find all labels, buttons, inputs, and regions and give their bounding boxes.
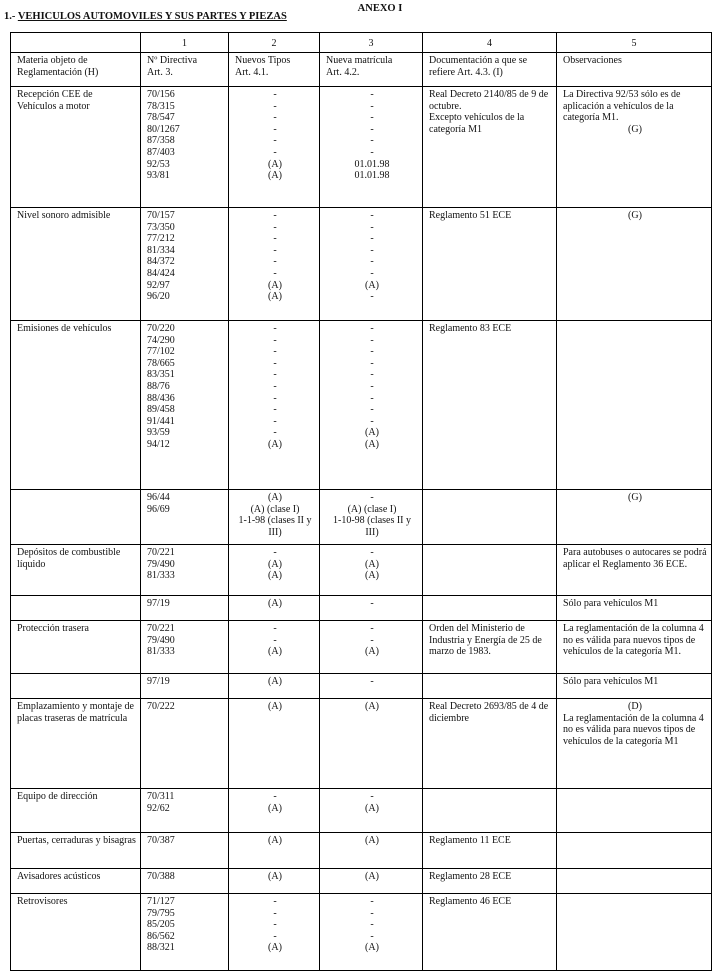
cell-line: - xyxy=(273,256,277,268)
cell-line: 80/1267 xyxy=(147,123,180,135)
cell-line: - xyxy=(273,210,277,221)
cell-line: - xyxy=(273,392,277,404)
nuevos-tipos-cell xyxy=(229,833,320,869)
cell-line: - xyxy=(370,492,374,503)
observaciones-cell xyxy=(557,833,712,869)
cell-line: - xyxy=(370,112,374,124)
observaciones-cell xyxy=(557,545,712,596)
annex-table xyxy=(10,32,712,971)
nuevos-tipos-cell xyxy=(229,490,320,545)
cell-line: 87/358 xyxy=(147,135,175,147)
cell-line: - xyxy=(370,791,374,802)
cell-line: 81/334 xyxy=(147,244,175,256)
column-number-1: 1 xyxy=(141,33,229,53)
cell-line: Vehículos a motor xyxy=(17,100,90,112)
cell-line: 88/436 xyxy=(147,392,175,404)
cell-line: - xyxy=(273,334,277,346)
header-line: Art. 3. xyxy=(147,66,173,78)
table-row xyxy=(11,596,712,621)
cell-line: 1-10-98 (clases II y III) xyxy=(332,515,412,538)
documentacion-cell xyxy=(423,87,557,208)
observaciones-cell xyxy=(557,789,712,833)
cell-line: 84/372 xyxy=(147,256,175,268)
cell-line: 01.01.98 xyxy=(354,158,390,170)
cell-line: - xyxy=(370,369,374,381)
column-header-row xyxy=(11,53,712,87)
cell-line: 70/222 xyxy=(147,701,175,712)
column-number-blank xyxy=(11,33,141,53)
documentacion-cell xyxy=(423,833,557,869)
nueva-matricula-cell xyxy=(320,596,423,621)
table-row xyxy=(11,87,712,208)
cell-line: (A) xyxy=(365,570,379,582)
cell-line: - xyxy=(370,89,374,100)
cell-line: (A) (clase I) xyxy=(347,503,397,515)
cell-line: 86/562 xyxy=(147,930,175,942)
cell-line: (A) xyxy=(268,492,282,503)
table-row xyxy=(11,208,712,321)
cell-line: - xyxy=(273,634,277,646)
documentacion-cell xyxy=(423,869,557,894)
cell-line: (A) xyxy=(365,942,379,954)
documentacion-cell xyxy=(423,321,557,490)
cell-line: - xyxy=(370,267,374,279)
nueva-matricula-cell xyxy=(320,490,423,545)
materia-cell xyxy=(11,699,141,789)
cell-line: (A) xyxy=(268,871,282,882)
directiva-cell xyxy=(141,208,229,321)
cell-line: Sólo para vehículos M1 xyxy=(563,676,659,687)
cell-line: 78/547 xyxy=(147,112,175,124)
header-nueva-matricula xyxy=(320,53,423,87)
cell-line: Real Decreto 2693/85 de 4 de diciembre xyxy=(429,701,549,724)
cell-line: (A) xyxy=(365,558,379,570)
cell-line: (A) xyxy=(268,646,282,658)
cell-line: 70/221 xyxy=(147,623,175,634)
documentacion-cell xyxy=(423,621,557,674)
cell-line: Sólo para vehículos M1 xyxy=(563,598,659,609)
cell-line: - xyxy=(370,357,374,369)
cell-line: - xyxy=(273,323,277,334)
cell-line: (A) xyxy=(268,802,282,814)
cell-line: 70/388 xyxy=(147,871,175,882)
cell-line: Nivel sonoro admisible xyxy=(17,210,111,221)
cell-line: Orden del Ministerio de Industria y Energía de 25 de marzo de 1983. xyxy=(429,623,542,658)
cell-line: - xyxy=(273,907,277,919)
cell-line: - xyxy=(273,244,277,256)
materia-cell xyxy=(11,321,141,490)
cell-line: (G) xyxy=(628,210,642,221)
cell-line: 88/321 xyxy=(147,942,175,954)
cell-line: - xyxy=(273,919,277,931)
section-name: VEHICULOS AUTOMOVILES Y SUS PARTES Y PIEZAS xyxy=(17,11,287,22)
cell-line: 70/387 xyxy=(147,835,175,846)
cell-line: (A) xyxy=(365,701,379,712)
column-number-2: 2 xyxy=(229,33,320,53)
cell-line: Avisadores acústicos xyxy=(17,871,101,882)
observaciones-cell xyxy=(557,869,712,894)
column-number-3: 3 xyxy=(320,33,423,53)
cell-line: 97/19 xyxy=(147,676,170,687)
table-row xyxy=(11,699,712,789)
cell-line: - xyxy=(370,123,374,135)
table-row xyxy=(11,789,712,833)
cell-line: 89/458 xyxy=(147,404,175,416)
directiva-cell xyxy=(141,894,229,971)
observaciones-cell xyxy=(557,490,712,545)
cell-line: - xyxy=(370,291,374,303)
column-number-4: 4 xyxy=(423,33,557,53)
cell-line: 1-1-98 (clases II y III) xyxy=(238,515,312,538)
cell-line: 92/62 xyxy=(147,802,170,814)
cell-line: - xyxy=(273,112,277,124)
cell-line: - xyxy=(370,676,374,687)
cell-line: (A) xyxy=(268,942,282,954)
cell-line: 94/12 xyxy=(147,438,170,450)
cell-line: Equipo de dirección xyxy=(17,791,98,802)
cell-line: - xyxy=(273,547,277,558)
cell-line: Reglamento 28 ECE xyxy=(429,871,512,882)
nuevos-tipos-cell xyxy=(229,621,320,674)
cell-line: Protección trasera xyxy=(17,623,89,634)
cell-line: Reglamento 46 ECE xyxy=(429,896,512,907)
directiva-cell xyxy=(141,699,229,789)
cell-line: - xyxy=(370,221,374,233)
cell-line: (A) xyxy=(268,558,282,570)
cell-line: La Directiva 92/53 sólo es de aplicación a vehículos de la categoría M1. xyxy=(563,89,681,124)
observaciones-cell xyxy=(557,596,712,621)
cell-line: 70/221 xyxy=(147,547,175,558)
nuevos-tipos-cell xyxy=(229,869,320,894)
section-title xyxy=(4,11,287,22)
cell-line: 93/59 xyxy=(147,427,170,439)
directiva-cell xyxy=(141,596,229,621)
nuevos-tipos-cell xyxy=(229,674,320,699)
cell-line: 79/795 xyxy=(147,907,175,919)
nuevos-tipos-cell xyxy=(229,894,320,971)
cell-line: 92/53 xyxy=(147,158,170,170)
nueva-matricula-cell xyxy=(320,894,423,971)
cell-line: (A) xyxy=(365,427,379,439)
cell-line: 85/205 xyxy=(147,919,175,931)
materia-cell xyxy=(11,545,141,596)
cell-line: - xyxy=(273,415,277,427)
cell-line: 96/44 xyxy=(147,492,170,503)
cell-line: 78/315 xyxy=(147,100,175,112)
cell-line: - xyxy=(370,323,374,334)
cell-line: - xyxy=(273,369,277,381)
cell-line: - xyxy=(273,100,277,112)
nueva-matricula-cell xyxy=(320,208,423,321)
cell-line: 96/20 xyxy=(147,291,170,303)
header-directiva xyxy=(141,53,229,87)
cell-line: (A) xyxy=(268,701,282,712)
cell-line: 70/311 xyxy=(147,791,175,802)
cell-line: 93/81 xyxy=(147,170,170,182)
cell-line: - xyxy=(370,256,374,268)
cell-line: (A) xyxy=(268,835,282,846)
cell-line: (A) xyxy=(365,438,379,450)
cell-line: - xyxy=(273,427,277,439)
header-line: Art. 4.1. xyxy=(235,66,269,78)
cell-line: - xyxy=(273,135,277,147)
cell-line: - xyxy=(370,334,374,346)
cell-line: (A) xyxy=(365,279,379,291)
table-row xyxy=(11,621,712,674)
cell-line: (A) xyxy=(268,438,282,450)
nueva-matricula-cell xyxy=(320,789,423,833)
directiva-cell xyxy=(141,621,229,674)
cell-line: - xyxy=(370,233,374,245)
cell-line: 70/157 xyxy=(147,210,175,221)
directiva-cell xyxy=(141,674,229,699)
cell-line: - xyxy=(273,357,277,369)
cell-line: 88/76 xyxy=(147,380,170,392)
cell-line: (A) xyxy=(268,598,282,609)
observaciones-cell xyxy=(557,894,712,971)
table-row xyxy=(11,545,712,596)
cell-line: Recepción CEE de xyxy=(17,89,93,100)
header-line: refiere Art. 4.3. (I) xyxy=(429,66,503,78)
header-line: Nuevos Tipos xyxy=(235,55,291,66)
cell-line: (A) xyxy=(268,170,282,182)
section-number: 1.- xyxy=(4,11,18,22)
header-nuevos-tipos xyxy=(229,53,320,87)
cell-line: - xyxy=(273,221,277,233)
documentacion-cell xyxy=(423,699,557,789)
cell-line: (G) xyxy=(628,492,642,503)
cell-line: 70/220 xyxy=(147,323,175,334)
materia-cell xyxy=(11,869,141,894)
cell-line: (A) xyxy=(365,802,379,814)
header-line: Observaciones xyxy=(563,55,622,66)
cell-line: 81/333 xyxy=(147,646,175,658)
documentacion-cell xyxy=(423,674,557,699)
cell-line: 81/333 xyxy=(147,570,175,582)
observaciones-cell xyxy=(557,621,712,674)
cell-line: Retrovisores xyxy=(17,896,68,907)
cell-line: Emisiones de vehículos xyxy=(17,323,112,334)
materia-cell xyxy=(11,490,141,545)
table-row xyxy=(11,894,712,971)
cell-line: (A) xyxy=(365,646,379,658)
cell-line: - xyxy=(370,547,374,558)
cell-line: (D) xyxy=(628,701,642,712)
column-number-5: 5 xyxy=(557,33,712,53)
cell-line: (A) xyxy=(268,158,282,170)
cell-line: (A) xyxy=(365,871,379,882)
cell-line: Reglamento 83 ECE xyxy=(429,323,512,334)
cell-line: 77/102 xyxy=(147,346,175,358)
documentacion-cell xyxy=(423,490,557,545)
cell-line: 79/490 xyxy=(147,558,175,570)
cell-line: - xyxy=(370,623,374,634)
documentacion-cell xyxy=(423,789,557,833)
cell-line: Puertas, cerraduras y bisagras xyxy=(17,835,136,846)
cell-line: 73/350 xyxy=(147,221,175,233)
nueva-matricula-cell xyxy=(320,87,423,208)
nueva-matricula-cell xyxy=(320,833,423,869)
directiva-cell xyxy=(141,321,229,490)
cell-line: Reglamento 51 ECE xyxy=(429,210,512,221)
header-line: Reglamentación (H) xyxy=(17,66,99,78)
cell-line: 84/424 xyxy=(147,267,175,279)
nueva-matricula-cell xyxy=(320,699,423,789)
cell-line: (A) xyxy=(268,676,282,687)
materia-cell xyxy=(11,833,141,869)
nuevos-tipos-cell xyxy=(229,545,320,596)
nuevos-tipos-cell xyxy=(229,87,320,208)
cell-line: - xyxy=(273,896,277,907)
header-line: Documentación a que se xyxy=(429,55,528,66)
cell-line: - xyxy=(370,930,374,942)
cell-line: - xyxy=(273,346,277,358)
nuevos-tipos-cell xyxy=(229,321,320,490)
annex-title: ANEXO I xyxy=(357,3,403,14)
cell-line: - xyxy=(370,380,374,392)
materia-cell xyxy=(11,621,141,674)
cell-line: - xyxy=(273,380,277,392)
cell-line: - xyxy=(370,415,374,427)
table-row xyxy=(11,490,712,545)
directiva-cell xyxy=(141,545,229,596)
cell-line: La reglamentación de la columna 4 no es válida para nuevos tipos de vehículos de la categoría M1. xyxy=(563,623,704,658)
cell-line: (G) xyxy=(628,123,642,135)
cell-line: 78/665 xyxy=(147,357,175,369)
nueva-matricula-cell xyxy=(320,321,423,490)
table-row xyxy=(11,321,712,490)
cell-line: - xyxy=(370,146,374,158)
directiva-cell xyxy=(141,789,229,833)
nuevos-tipos-cell xyxy=(229,699,320,789)
cell-line: - xyxy=(370,135,374,147)
header-line: Nueva matrícula xyxy=(326,55,393,66)
cell-line: - xyxy=(370,100,374,112)
materia-cell xyxy=(11,596,141,621)
header-line: Nº Directiva xyxy=(147,55,198,66)
header-observaciones xyxy=(557,53,712,87)
directiva-cell xyxy=(141,869,229,894)
documentacion-cell xyxy=(423,894,557,971)
cell-line: Emplazamiento y montaje de placas traseras de matrícula xyxy=(17,701,134,724)
cell-line: (A) (clase I) xyxy=(250,503,300,515)
nuevos-tipos-cell xyxy=(229,596,320,621)
cell-line: - xyxy=(273,146,277,158)
column-number-row xyxy=(11,33,712,53)
materia-cell xyxy=(11,789,141,833)
cell-line: - xyxy=(273,89,277,100)
cell-line: (A) xyxy=(365,835,379,846)
cell-line: (A) xyxy=(268,291,282,303)
nuevos-tipos-cell xyxy=(229,208,320,321)
cell-line: 92/97 xyxy=(147,279,170,291)
cell-line: 79/490 xyxy=(147,634,175,646)
cell-line: Real Decreto 2140/85 de 9 de octubre. xyxy=(429,89,549,112)
cell-line: - xyxy=(273,404,277,416)
cell-line: 97/19 xyxy=(147,598,170,609)
cell-line: - xyxy=(370,210,374,221)
table-row xyxy=(11,833,712,869)
cell-line: Excepto vehículos de la categoría M1 xyxy=(429,112,525,135)
header-line: Materia objeto de xyxy=(17,55,88,66)
cell-line: - xyxy=(273,233,277,245)
cell-line: 70/156 xyxy=(147,89,175,100)
header-materia xyxy=(11,53,141,87)
cell-line: 87/403 xyxy=(147,146,175,158)
cell-line: (A) xyxy=(268,570,282,582)
cell-line: - xyxy=(370,634,374,646)
cell-line: - xyxy=(370,392,374,404)
cell-line: 91/441 xyxy=(147,415,175,427)
cell-line: 77/212 xyxy=(147,233,175,245)
materia-cell xyxy=(11,87,141,208)
materia-cell xyxy=(11,674,141,699)
nueva-matricula-cell xyxy=(320,869,423,894)
directiva-cell xyxy=(141,87,229,208)
observaciones-cell xyxy=(557,208,712,321)
observaciones-cell xyxy=(557,87,712,208)
cell-line: - xyxy=(370,919,374,931)
cell-line: - xyxy=(273,267,277,279)
nueva-matricula-cell xyxy=(320,545,423,596)
observaciones-cell xyxy=(557,674,712,699)
materia-cell xyxy=(11,208,141,321)
cell-line: - xyxy=(370,907,374,919)
cell-line: 96/69 xyxy=(147,503,170,515)
header-line: Art. 4.2. xyxy=(326,66,360,78)
cell-line: Depósitos de combustible líquido xyxy=(17,547,121,570)
observaciones-cell xyxy=(557,321,712,490)
cell-line: - xyxy=(370,598,374,609)
header-documentacion xyxy=(423,53,557,87)
materia-cell xyxy=(11,894,141,971)
observaciones-cell xyxy=(557,699,712,789)
cell-line: - xyxy=(273,623,277,634)
documentacion-cell xyxy=(423,596,557,621)
cell-line: - xyxy=(370,346,374,358)
cell-line: 01.01.98 xyxy=(354,170,390,182)
cell-line: - xyxy=(273,930,277,942)
directiva-cell xyxy=(141,833,229,869)
cell-line: Reglamento 11 ECE xyxy=(429,835,511,846)
documentacion-cell xyxy=(423,545,557,596)
cell-line: 74/290 xyxy=(147,334,175,346)
cell-line: (A) xyxy=(268,279,282,291)
cell-line: - xyxy=(370,244,374,256)
annex-rows xyxy=(11,87,712,971)
cell-line: 83/351 xyxy=(147,369,175,381)
cell-line: - xyxy=(370,404,374,416)
table-row xyxy=(11,674,712,699)
documentacion-cell xyxy=(423,208,557,321)
nueva-matricula-cell xyxy=(320,621,423,674)
cell-line: Para autobuses o autocares se podrá aplicar el Reglamento 36 ECE. xyxy=(563,547,707,570)
nueva-matricula-cell xyxy=(320,674,423,699)
directiva-cell xyxy=(141,490,229,545)
cell-line: - xyxy=(273,791,277,802)
table-row xyxy=(11,869,712,894)
cell-line: La reglamentación de la columna 4 no es válida para nuevos tipos de vehículos de la categoría M1 xyxy=(563,712,704,747)
cell-line: 71/127 xyxy=(147,896,175,907)
nuevos-tipos-cell xyxy=(229,789,320,833)
cell-line: - xyxy=(273,123,277,135)
cell-line: - xyxy=(370,896,374,907)
